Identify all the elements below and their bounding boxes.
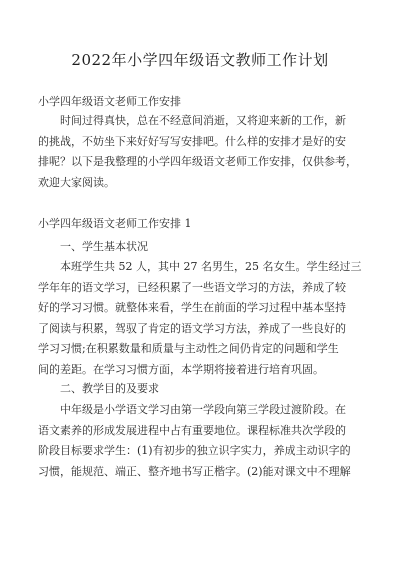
- section1-line: 间的差距。在学习习惯方面，本学期将接着进行培育巩固。: [38, 362, 324, 376]
- section2-line: 中年级是小学语文学习由第一学段向第三学段过渡阶段。在: [60, 403, 346, 416]
- section1-heading: 一、学生基本状况: [60, 240, 148, 253]
- section1-line: 学习习惯;在积累数量和质量与主动性之间仍肯定的问题和学生: [38, 342, 339, 355]
- section1-paragraph: [38, 257, 366, 380]
- intro-line: 排呢？以下是我整理的小学四年级语文老师工作安排，仅供参考，: [38, 155, 357, 168]
- document-title: 2022年小学四年级语文教师工作计划: [71, 51, 329, 69]
- intro-heading: 小学四年级语文老师工作安排: [38, 95, 181, 108]
- section2-line: 语文素养的形成发展进程中占有重要地位。课程标准共次学段的: [38, 423, 346, 437]
- section2-heading: 二、教学目的及要求: [60, 382, 159, 395]
- section1-line: 了阅读与积累，驾驭了肯定的语文学习方法，养成了一些良好的: [38, 321, 346, 335]
- plan-heading: 小学四年级语文老师工作安排 1: [38, 217, 192, 230]
- intro-line: 的挑战，不妨坐下来好好写写安排吧。什么样的安排才是好的安: [38, 134, 346, 148]
- section2-line: 习惯，能规范、端正、整齐地书写正楷字。(2)能对课文中不理解: [38, 464, 351, 478]
- section2-line: 阶段目标要求学生：(1)有初步的独立识字实力，养成主动识字的: [38, 444, 351, 457]
- section1-line: 好的学习习惯。就整体来看，学生在前面的学习过程中基本坚持: [38, 301, 346, 314]
- intro-line: 时间过得真快，总在不经意间消逝，又将迎来新的工作，新: [60, 114, 346, 127]
- section1-line: 学年年的语文学习，已经积累了一些语文学习的方法，养成了较: [38, 280, 346, 294]
- intro-paragraph: [38, 111, 366, 193]
- intro-line: 欢迎大家阅读。: [38, 175, 115, 189]
- section1-line: 本班学生共 52 人，其中 27 名男生，25 名女生。学生经过三: [60, 260, 362, 273]
- section2-paragraph: [38, 400, 366, 482]
